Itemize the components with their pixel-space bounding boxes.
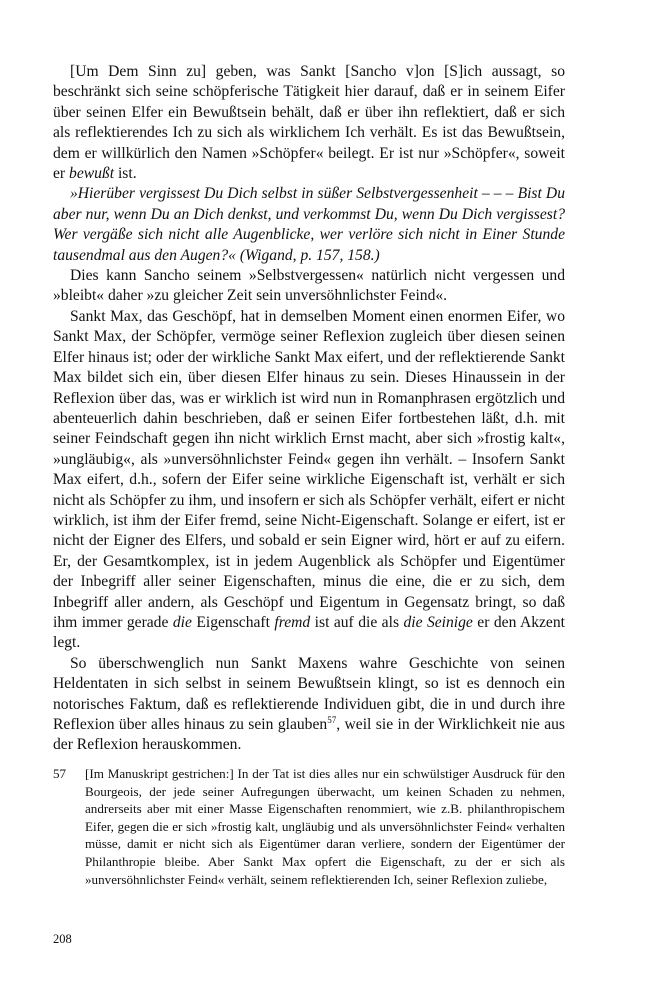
text-run: So überschwenglich nun Sankt Maxens wahre Geschichte von seinen Heldentaten in sich selbst in seinem Bewußtsein klingt, so ist es dennoch ein notorisches Faktum, daß es reflektierende Individuen gibt, die in und durch ihre Reflexion über alles hinaus zu sein glauben [53,654,565,733]
footnote [53,765,565,888]
footnote-text: [Im Manuskript gestrichen:] In der Tat ist dies alles nur ein schwülstiger Ausdruck für den Bourgeois, der jede seiner Aufregungen überwacht, um keinen Schaden zu nehmen, andrerseits aber mit einer Masse Eigenschaften renommiert, wie z.B. philanthropischem Eifer, gegen die er sich »frostig kalt, ungläubig und als unversöhnlichster Feind« verhalten müsse, damit er nicht sich als Eigentümer daran verliere, sondern der Eigentümer der Philanthropie bleibe. Aber Sankt Max opfert die Eigenschaft, zu der er sich als »unversöhnlichster Feind« verhält, seinem reflektierenden Ich, seiner Reflexion zuliebe, [85,766,565,887]
text-run: er den Akzent legt. [53,613,565,652]
emphasized-text: bewußt [69,165,115,183]
text-run: »Hierüber vergissest Du Dich selbst in süßer Selbstvergessenheit – – – Bist Du aber nur, wenn Du an Dich denkst, und verkommst Du, wenn Du Dich vergissest? Wer vergäße sich nicht alle Augenblicke, wer verlöre sich nicht in Einer Stunde tausendmal aus den Augen?« (Wigand, p. 157, 158.) [53,185,565,264]
body-paragraph [53,307,565,654]
text-run: Sankt Max, das Geschöpf, hat in demselben Moment einen enormen Eifer, wo Sankt Max, der Schöpfer, vermöge seiner Reflexion zugleich über diesen seinen Elfer hinaus ist; oder der wirkliche Sankt Max eifert, und der reflektierende Sankt Max bildet sich ein, über diesen Elfer hinaus zu sein. Dieses Hinaussein in der Reflexion über das, was er wirklich ist wird nun in Romanphrasen ergötzlich und abenteuerlich dahin beschrieben, daß er seinen Eifer fortbestehen läßt, d.h. mit seiner Feindschaft gegen ihn nicht wirklich Ernst macht, aber sich »frostig kalt«, »ungläubig«, als »unversöhnlichster Feind« gegen ihn verhält. – Insofern Sankt Max eifert, d.h., sofern der Eifer seine wirkliche Eigenschaft ist, verhält er sich nicht als Schöpfer zu ihm, und insofern er sich als Schöpfer verhält, eifert er nicht wirklich, ist ihm der Eifer fremd, seine Nicht-Eigenschaft. Solange er eifert, ist er nicht der Eigner des Elfers, und sobald er sein Eigner wird, hört er auf zu eifern. Er, der Gesamtkomplex, ist in jedem Augenblick als Schöpfer und Eigentümer der Inbegriff aller seiner Eigenschaften, minus die eine, die er zu sich, dem Inbegriff aller andern, als Geschöpf und Eigentum in Gegensatz bringt, so daß ihm immer gerade [53,307,565,631]
body-paragraph [53,62,565,184]
body-text [53,62,565,756]
page-content [53,62,565,756]
footnote-number: 57 [53,766,67,781]
page-number: 208 [53,932,72,946]
emphasized-text: fremd [274,613,311,631]
text-run: ist auf die als [310,613,404,631]
emphasized-text: die Seinige [403,613,473,631]
text-run: Eigenschaft [191,613,275,631]
footnote-reference: 57 [327,715,337,725]
body-paragraph [53,266,565,307]
quoted-passage [53,184,565,266]
text-run: Dies kann Sancho seinem »Selbstvergessen« natürlich nicht vergessen und »bleibt« daher »zu gleicher Zeit sein unversöhnlichster Feind«. [53,267,565,305]
text-run: ist. [114,165,137,183]
text-run: , weil sie in der Wirklichkeit nie aus der Reflexion herauskommen. [53,716,565,754]
emphasized-text: die [172,613,192,631]
body-paragraph [53,654,565,756]
text-run: [Um Dem Sinn zu] geben, was Sankt [Sancho v]on [S]ich aussagt, so beschränkt sich seine schöpferische Tätigkeit hier darauf, daß er in seinem Eifer über seinen Elfer ein Bewußtsein behält, daß er über ihn reflektiert, daß er sich als reflektierendes Ich zu sich als wirklichem Ich verhält. Es ist das Bewußtsein, dem er willkürlich den Namen »Schöpfer« beilegt. Er ist nur »Schöpfer«, soweit er [53,63,565,183]
